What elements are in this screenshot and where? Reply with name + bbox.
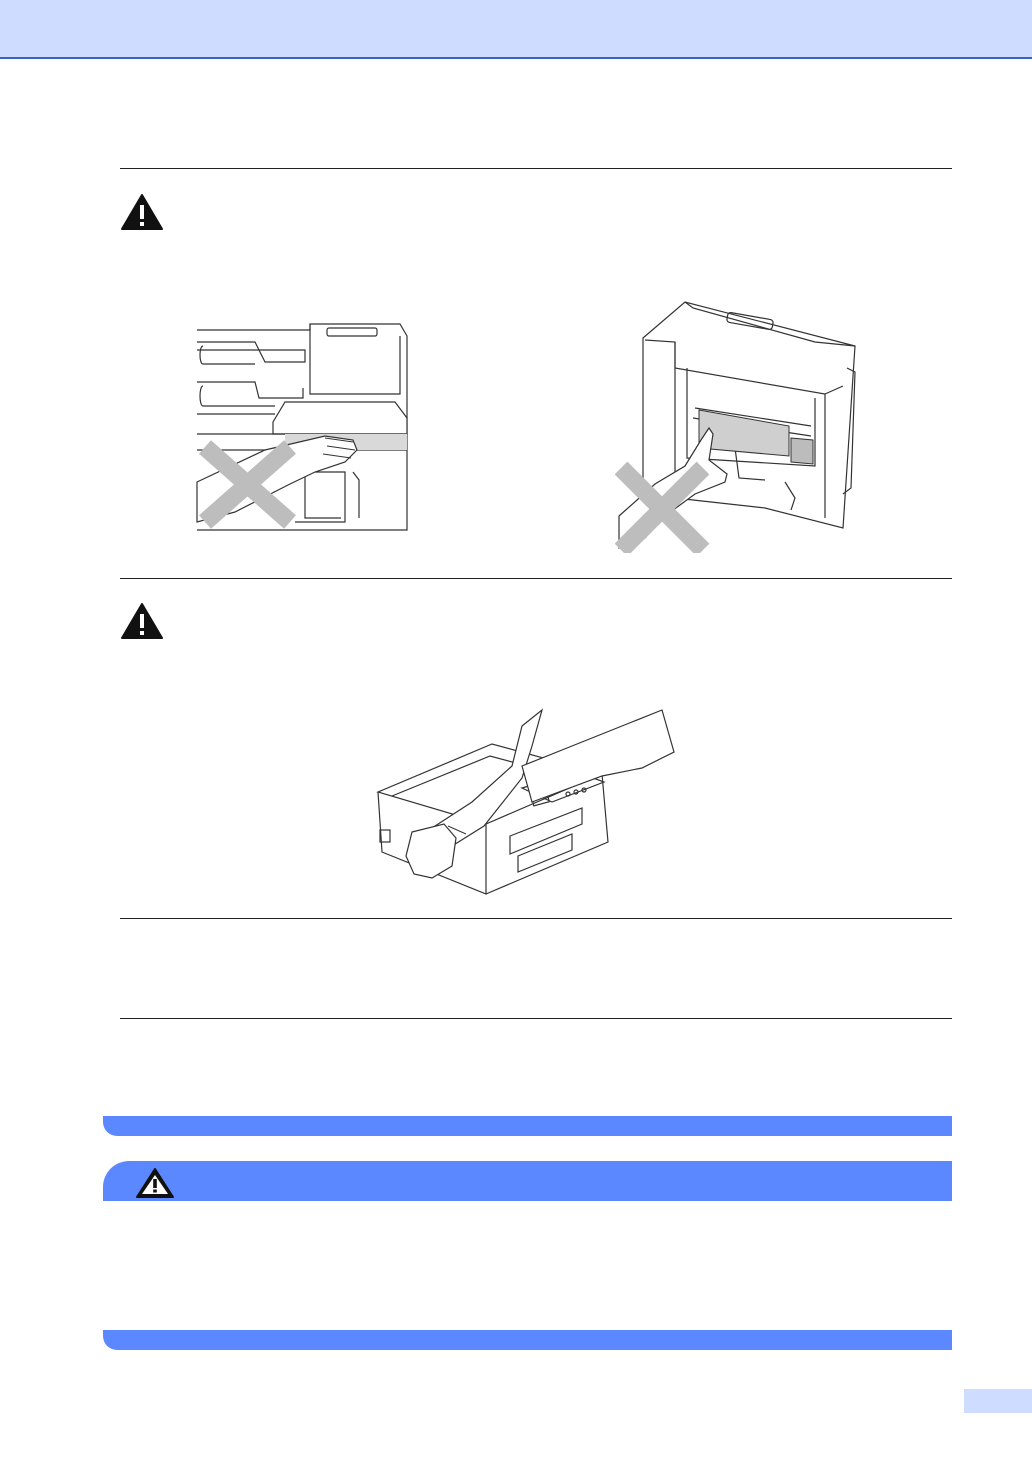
box-bottom-bar [103, 1330, 952, 1350]
warning-triangle-icon [135, 1167, 175, 1199]
warning-triangle-icon [120, 602, 164, 640]
section-divider [120, 168, 952, 169]
section-divider [120, 918, 952, 919]
illustration-hand-under-scanner [195, 322, 420, 534]
page-header-band [0, 0, 1032, 59]
warning-heading-bar [103, 1161, 952, 1201]
page-number-tab [964, 1389, 1032, 1413]
illustration-lifting-machine [372, 706, 682, 898]
section-heading-bar [103, 1116, 952, 1136]
section-divider [120, 1018, 952, 1019]
section-divider [120, 578, 952, 579]
warning-triangle-icon [120, 193, 164, 231]
illustration-finger-in-paper-path [615, 298, 865, 553]
